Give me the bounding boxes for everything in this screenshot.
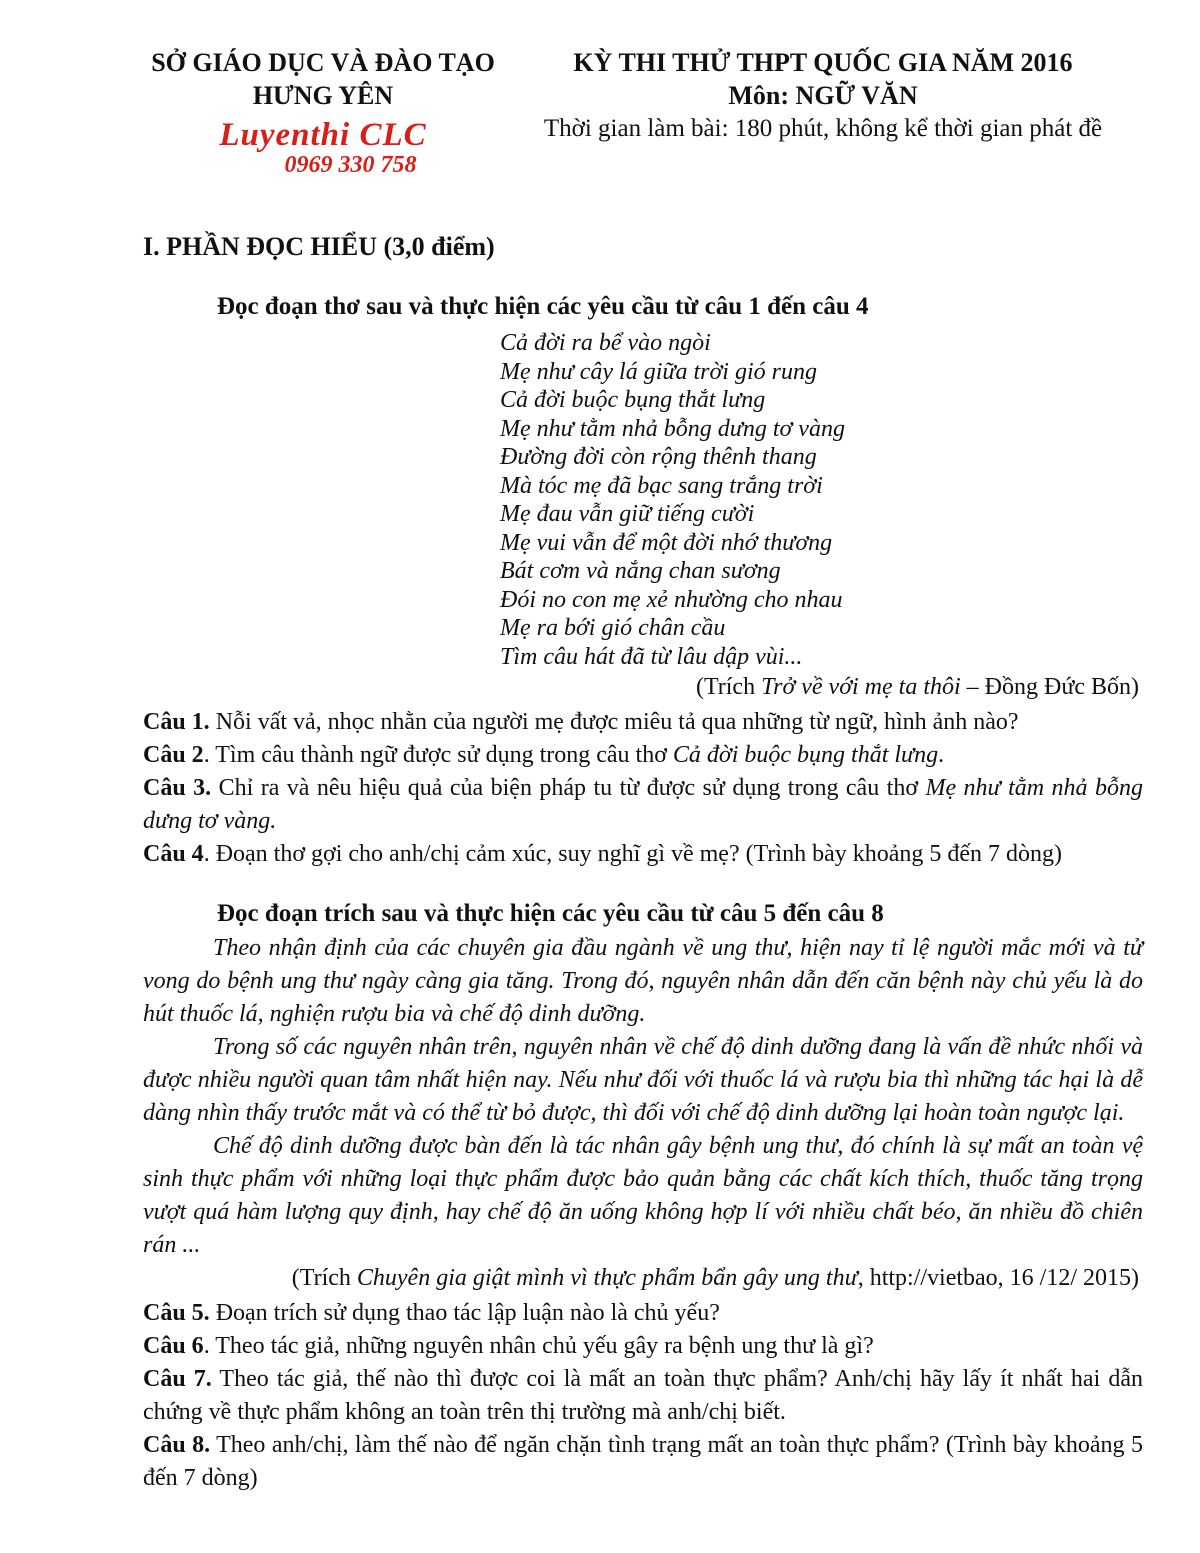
reading-1-heading: Đọc đoạn thơ sau và thực hiện các yêu cầu từ câu 1 đến câu 4 — [217, 293, 869, 320]
text-run: (Trích — [291, 1265, 357, 1291]
text-run: . Theo tác giả, những nguyên nhân chủ yếu gây ra bệnh ung thư là gì? — [203, 1333, 874, 1359]
question-1 — [143, 706, 1143, 739]
exam-subject: Môn: NGỮ VĂN — [728, 81, 918, 110]
poem-line: Mà tóc mẹ đã bạc sang trắng trời — [500, 472, 823, 499]
text-run: Câu 2 — [143, 742, 204, 768]
text-run: Theo anh/chị, làm thế nào để ngăn chặn tình trạng mất an toàn thực phẩm? (Trình bày khoảng 5 đến 7 dòng) — [143, 1432, 1143, 1491]
text-run: . Tìm câu thành ngữ được sử dụng trong câu thơ — [203, 742, 673, 768]
text-run: Câu 6 — [143, 1333, 204, 1359]
text-run: Nỗi vất vả, nhọc nhằn của người mẹ được miêu tả qua những từ ngữ, hình ảnh nào? — [209, 709, 1019, 735]
text-run: . Đoạn thơ gợi cho anh/chị cảm xúc, suy nghĩ gì về mẹ? (Trình bày khoảng 5 đến 7 dòng) — [203, 841, 1063, 867]
questions-1-4-block — [143, 706, 1143, 871]
excerpt-paragraph-2: Trong số các nguyên nhân trên, nguyên nhân về chế độ dinh dưỡng đang là vấn đề nhức nhối và được nhiều người quan tâm nhất hiện nay. Nếu như đối với thuốc lá và rượu bia thì những tác hại là dễ dàng nhìn thấy trước mắt và có thể từ bỏ được, thì đối với chế độ dinh dưỡng lại hoàn toàn ngược lại. — [143, 1034, 1143, 1126]
excerpt-paragraph-3: Chế độ dinh dưỡng được bàn đến là tác nhân gây bệnh ung thư, đó chính là sự mất an toàn vệ sinh thực phẩm với những loại thực phẩm được bảo quản bằng các chất kích thích, thuốc tăng trọng vượt quá hàm lượng quy định, hay chế độ ăn uống không hợp lí với nhiều chất béo, ăn nhiều đồ chiên rán ... — [143, 1133, 1143, 1258]
poem-line: Cả đời ra bể vào ngòi — [500, 330, 711, 356]
document-header — [143, 46, 1143, 178]
excerpt-source-citation — [143, 1262, 1143, 1295]
excerpt-block — [143, 932, 1143, 1262]
text-run: Chỉ ra và nêu hiệu quả của biện pháp tu từ được sử dụng trong câu thơ — [211, 775, 926, 801]
poem-line: Mẹ đau vẫn giữ tiếng cười — [500, 501, 755, 527]
text-run: Chuyên gia giật mình vì thực phẩm bẩn gây ung thư — [356, 1265, 858, 1291]
issuing-authority-block — [143, 46, 503, 178]
poem-line: Mẹ như cây lá giữa trời gió rung — [500, 358, 817, 385]
section-1-title: I. PHẦN ĐỌC HIỂU (3,0 điểm) — [143, 232, 495, 261]
poem-line: Đường đời còn rộng thênh thang — [500, 444, 817, 470]
text-run: – Đồng Đức Bốn) — [960, 674, 1139, 700]
text-run: Câu 1. — [143, 709, 210, 735]
poem-line: Mẹ ra bới gió chân cầu — [500, 615, 726, 641]
question-7 — [143, 1363, 1143, 1429]
question-4 — [143, 838, 1143, 871]
poem-source-citation — [143, 671, 1143, 704]
exam-title: KỲ THI THỬ THPT QUỐC GIA NĂM 2016 — [573, 48, 1073, 77]
text-run: Cả đời buộc bụng thắt lưng — [672, 742, 939, 768]
text-run: Câu 5. — [143, 1300, 210, 1326]
question-6 — [143, 1330, 1143, 1363]
authority-name-line1: SỞ GIÁO DỤC VÀ ĐÀO TẠO — [151, 48, 495, 77]
poem-line: Mẹ vui vẫn để một đời nhớ thương — [500, 529, 833, 556]
authority-name-line2: HƯNG YÊN — [252, 81, 394, 110]
text-run: Câu 4 — [143, 841, 204, 867]
logo-phone-number: 0969 330 758 — [284, 152, 417, 178]
exam-title-block — [503, 46, 1143, 146]
text-run: Trở về với mẹ ta thôi — [761, 674, 961, 700]
text-run: (Trích — [695, 674, 762, 700]
reading-2-heading: Đọc đoạn trích sau và thực hiện các yêu cầu từ câu 5 đến câu 8 — [217, 900, 884, 927]
text-run: Câu 3. — [143, 775, 212, 801]
poem-line: Bát cơm và nắng chan sương — [500, 558, 781, 584]
text-run: , http://vietbao, 16 /12/ 2015) — [857, 1265, 1139, 1291]
question-5 — [143, 1297, 1143, 1330]
question-2 — [143, 739, 1143, 772]
question-3 — [143, 772, 1143, 838]
poem-line: Mẹ như tằm nhả bỗng dưng tơ vàng — [500, 415, 845, 442]
text-run: . — [938, 742, 945, 768]
text-run: Theo tác giả, thế nào thì được coi là mất an toàn thực phẩm? Anh/chị hãy lấy ít nhất hai dẫn chứng về thực phẩm không an toàn trên thị trường mà anh/chị biết. — [143, 1366, 1143, 1425]
question-8 — [143, 1429, 1143, 1495]
text-run: Mẹ như tằm nhả bỗng dưng tơ vàng. — [143, 775, 1143, 834]
questions-5-8-block — [143, 1297, 1143, 1495]
poem-block — [500, 329, 1143, 671]
text-run: Câu 8. — [143, 1432, 211, 1458]
luyenthi-clc-logo: Luyenthi CLC — [219, 117, 427, 153]
poem-line: Tìm câu hát đã từ lâu dập vùi... — [500, 643, 803, 670]
excerpt-paragraph-1: Theo nhận định của các chuyên gia đầu ngành về ung thư, hiện nay tỉ lệ người mắc mới và tử vong do bệnh ung thư ngày càng gia tăng. Trong đó, nguyên nhân dẫn đến căn bệnh này chủ yếu là do hút thuốc lá, nghiện rượu bia và chế độ dinh dưỡng. — [143, 935, 1143, 1027]
text-run: Câu 7. — [143, 1366, 212, 1392]
exam-duration: Thời gian làm bài: 180 phút, không kể thời gian phát đề — [543, 115, 1103, 142]
text-run: Đoạn trích sử dụng thao tác lập luận nào là chủ yếu? — [209, 1300, 720, 1326]
poem-line: Cả đời buộc bụng thắt lưng — [500, 387, 766, 413]
poem-line: Đói no con mẹ xẻ nhường cho nhau — [500, 586, 843, 613]
